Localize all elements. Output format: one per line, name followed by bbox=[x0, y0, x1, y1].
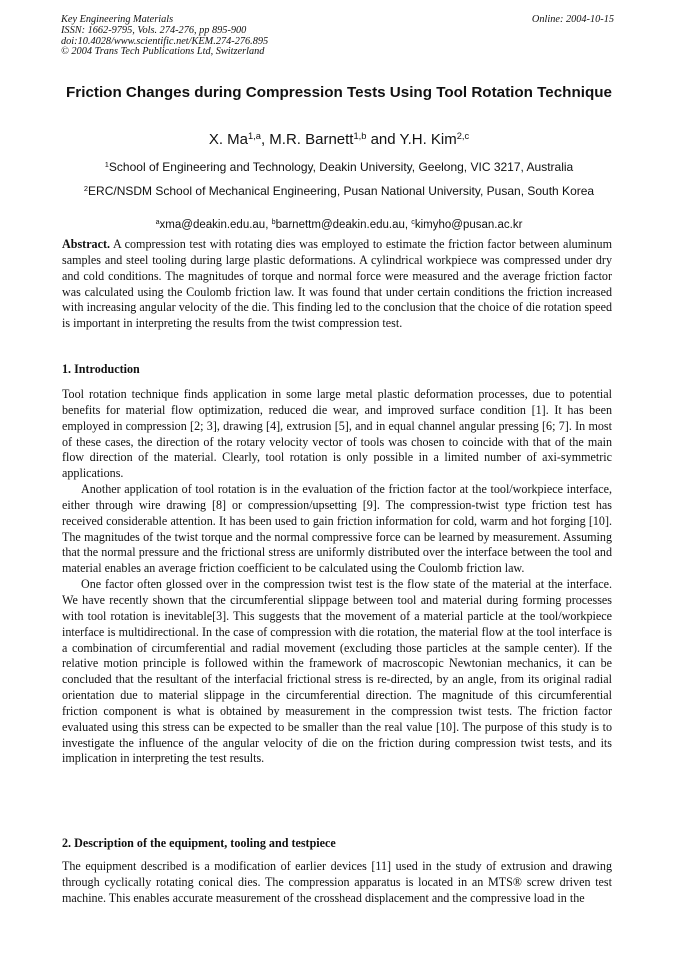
section-heading-equipment: 2. Description of the equipment, tooling and testpiece bbox=[62, 836, 336, 850]
affiliation-marker: 1 bbox=[104, 159, 109, 169]
section-heading-introduction: 1. Introduction bbox=[62, 362, 140, 376]
affiliation-marker: 2 bbox=[83, 183, 89, 193]
abstract bbox=[62, 237, 612, 332]
section-equipment bbox=[62, 859, 612, 907]
journal-name: Key Engineering Materials bbox=[61, 14, 174, 25]
journal-doi[interactable]: doi:10.4028/www.scientific.net/KEM.274-276.895 bbox=[61, 35, 269, 47]
author-separator: and bbox=[366, 131, 400, 148]
paragraph: One factor often glossed over in the compression twist test is the flow state of the material at the interface. We have recently shown that the circumferential slippage between tool and material during forming processes with tool rotation is inevitable[3]. This suggests that the movement of a material particle at the tool/workpiece interface is multidirectional. In the case of compression with die rotation, the material flow at the tool interface is a combination of circumferential and radial movement (excluding those particles at the sample center). If the relative motion principle is followed within the framework of macroscopic Newtonian mechanics, it can be concluded that the resultant of the interfacial frictional stress is re-directed, by an angle, from its original radial orientation due to material slippage in the circumferential direction. The magnitude of this circumferential friction component is what is obtained by measurement in the compression twist tests. The friction factor evaluated using this stress can be expected to be smaller than the real value [10]. The purpose of this study is to investigate the influence of the angular velocity of die on the friction during compression twist tests, and its implication in interpreting the test results. bbox=[62, 577, 612, 766]
author-separator: , bbox=[260, 131, 270, 148]
paragraph: The equipment described is a modification of earlier devices [11] used in the study of extrusion and drawing through cyclically rotating conical dies. The compression apparatus is located in an MTS® screw driven test machine. This enables accurate measurement of the crosshead displacement and the compressive load in the bbox=[62, 859, 612, 905]
author-name: M.R. Barnett bbox=[269, 131, 354, 148]
abstract-text: A compression test with rotating dies was employed to estimate the friction factor between aluminum samples and steel tooling during large plastic deformations. A cylindrical workpiece was compressed under dry and cold conditions. The magnitudes of torque and normal force were measured and the average friction factor was calculated using the Coulomb friction law. It was found that under certain conditions the friction increased with increasing angular velocity of the die. This finding led to the conclusion that the choice of die rotation speed is important in interpreting the results from the twist compression test. bbox=[62, 237, 612, 331]
journal-issn: ISSN: 1662-9795, Vols. 274-276, pp 895-900 bbox=[61, 24, 247, 36]
abstract-label: Abstract. bbox=[62, 237, 111, 251]
email-link[interactable]: barnettm@deakin.edu.au, bbox=[275, 219, 412, 231]
author-affiliation-marker: 1,b bbox=[353, 130, 367, 141]
online-date: Online: 2004-10-15 bbox=[531, 14, 614, 25]
affiliation-2 bbox=[0, 184, 678, 198]
author-list bbox=[0, 131, 678, 149]
section-introduction bbox=[62, 387, 612, 767]
author-affiliation-marker: 2,c bbox=[456, 130, 470, 141]
author-name: X. Ma bbox=[208, 131, 248, 148]
affiliation-1 bbox=[0, 160, 678, 174]
email-marker: c bbox=[411, 218, 415, 227]
author-name: Y.H. Kim bbox=[399, 131, 457, 148]
paper-title: Friction Changes during Compression Tests Using Tool Rotation Technique bbox=[66, 84, 612, 101]
email-link[interactable]: kimyho@pusan.ac.kr bbox=[414, 219, 523, 231]
paragraph: Another application of tool rotation is in the evaluation of the friction factor at the tool/workpiece interface, either through wire drawing [8] or compression/upsetting [9]. The compression-twist type friction test has received considerable attention. It has been used to gain friction information for cold, warm and hot forging [10]. The magnitudes of the twist torque and the normal compressive force can be learned by measurement. Assuming that the normal pressure and the frictional stress are uniformly distributed over the interface between the tool and material enables an average friction coefficient to be calculated using the Coulomb friction law. bbox=[62, 482, 612, 576]
email-marker: a bbox=[155, 218, 160, 227]
author-affiliation-marker: 1,a bbox=[248, 130, 261, 141]
affiliation-text: ERC/NSDM School of Mechanical Engineering, Pusan National University, Pusan, South Korea bbox=[88, 184, 595, 198]
paragraph: Tool rotation technique finds application in some large metal plastic deformation processes, due to potential benefits for material flow optimization, reduced die wear, and improved surface condition [1]. It has been employed in compression [2; 3], drawing [4], extrusion [5], and in equal channel angular pressing [6; 7]. In most of these cases, the direction of the rotary velocity vector of tools was chosen to coincide with that of the main flow direction of the material. Clearly, tool rotation is only possible in a limited number of axi-symmetric applications. bbox=[62, 387, 612, 481]
journal-header bbox=[61, 15, 614, 58]
affiliation-text: School of Engineering and Technology, Deakin University, Geelong, VIC 3217, Australia bbox=[108, 160, 574, 174]
email-marker: b bbox=[271, 218, 276, 227]
email-link[interactable]: xma@deakin.edu.au, bbox=[159, 219, 272, 231]
journal-copyright: © 2004 Trans Tech Publications Ltd, Switzerland bbox=[61, 46, 265, 58]
